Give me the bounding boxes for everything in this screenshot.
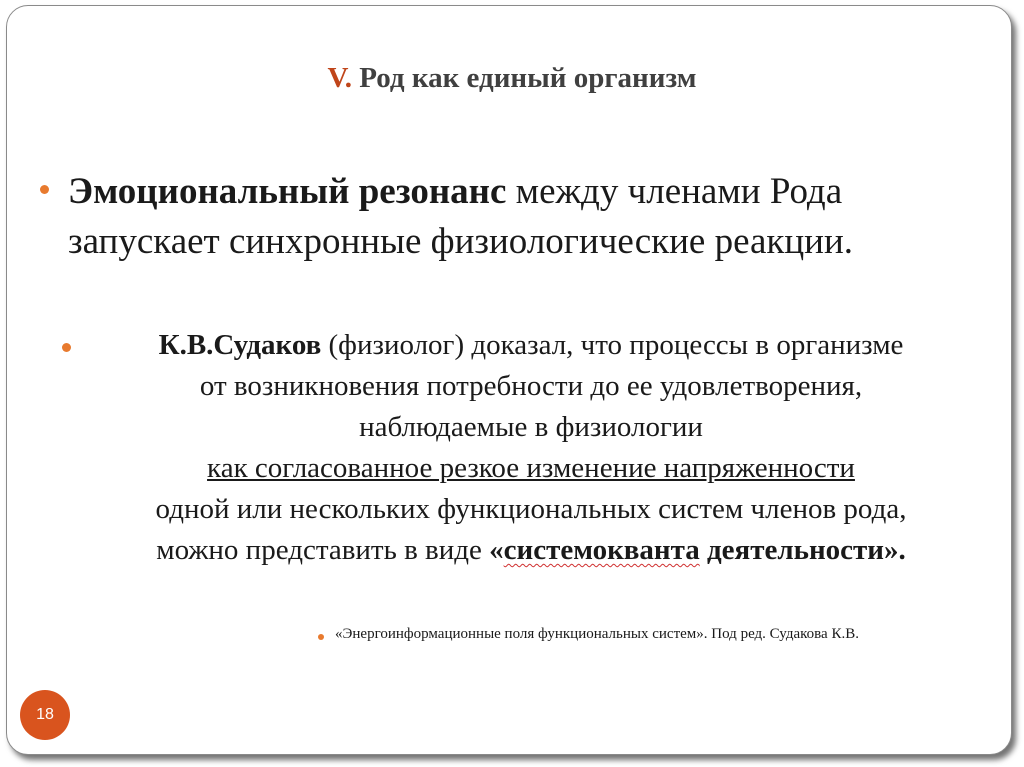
footnote-reference: «Энергоинформационные поля функциональных систем». Под ред. Судакова К.В.: [335, 626, 859, 642]
title-numeral: V.: [327, 62, 352, 94]
bullet-icon: [318, 634, 324, 640]
paragraph1-bold: Эмоциональный резонанс: [68, 171, 507, 212]
bullet-icon: [62, 343, 71, 352]
paragraph-emotional-resonance: [68, 167, 968, 267]
term-rest: деятельности».: [699, 534, 906, 566]
slide-number-badge: 18: [20, 690, 70, 740]
title-text: Род как единый организм: [352, 62, 697, 94]
paragraph2-line2: от возникновения потребности до ее удовлетворения,: [199, 370, 863, 402]
paragraph2-author: К.В.Судаков: [158, 329, 322, 361]
paragraph2-line1: [80, 325, 982, 366]
paragraph2-line5: одной или нескольких функциональных систем членов рода,: [155, 493, 907, 525]
paragraph2-line6-text: можно представить в виде: [156, 534, 490, 566]
bullet-icon: [40, 185, 49, 194]
paragraph2-line6: [80, 530, 982, 571]
paragraph2-underlined-text: как согласованное резкое изменение напряженности: [207, 452, 855, 484]
paragraph2-line3: наблюдаемые в физиологии: [359, 411, 703, 443]
term-spellcheck-word: системокванта: [503, 534, 700, 566]
paragraph-sudakov: [80, 325, 982, 571]
paragraph2-line1-text: (физиолог) доказал, что процессы в организме: [321, 329, 904, 361]
term-open-quote: «: [489, 534, 504, 566]
paragraph2-line4: [80, 448, 982, 489]
paragraph1-rest: между членами Рода запускает синхронные физиологические реакции.: [68, 171, 854, 262]
paragraph2-term: [489, 534, 906, 566]
slide-title: [0, 62, 1024, 95]
